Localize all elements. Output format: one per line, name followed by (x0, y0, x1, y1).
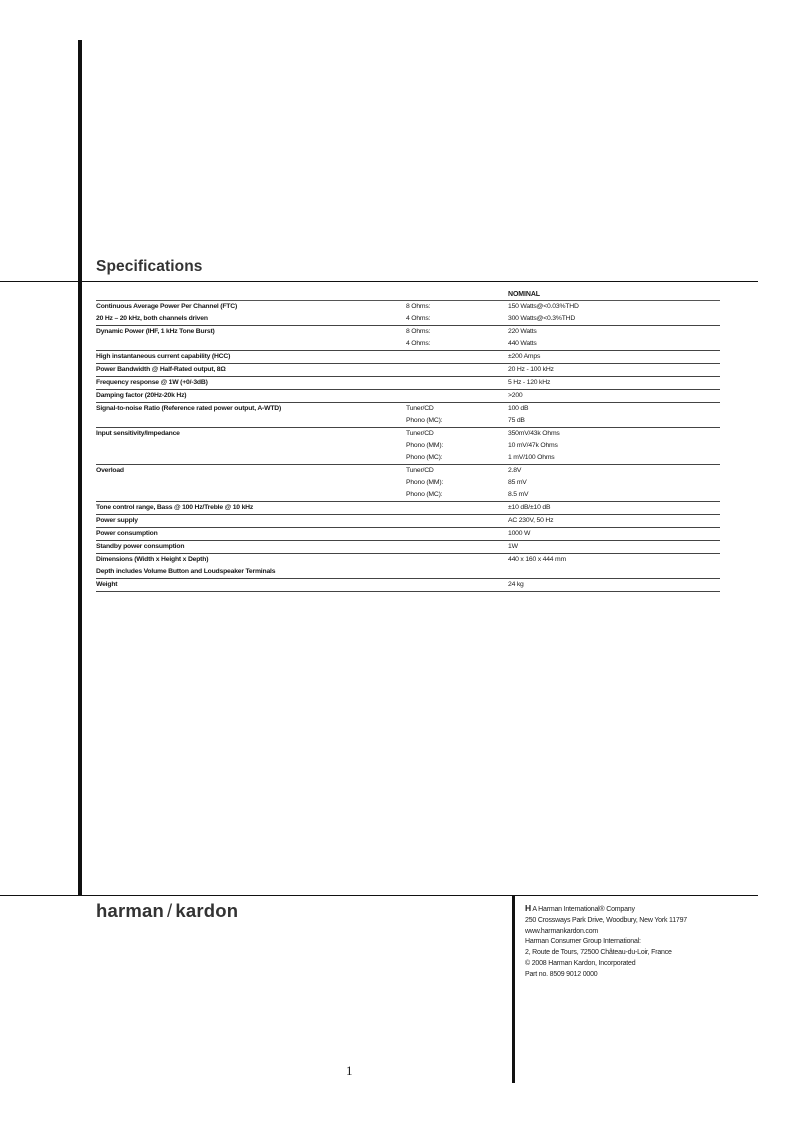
nominal-column-header: NOMINAL (508, 291, 540, 298)
spec-value: 100 dB (508, 405, 529, 412)
spec-group (96, 403, 720, 428)
spec-value: 2.8V (508, 467, 522, 474)
spec-row (96, 338, 720, 350)
spec-group (96, 326, 720, 351)
spec-value: 440 Watts (508, 340, 537, 347)
spec-row (96, 415, 720, 427)
company-group-address: 2, Route de Tours, 72500 Château-du-Loir, France (525, 949, 672, 957)
spec-value: 300 Watts@<0.3%THD (508, 315, 576, 322)
spec-row (96, 554, 720, 566)
spec-value: ±200 Amps (508, 353, 541, 360)
spec-label: Depth includes Volume Button and Loudspeaker Terminals (96, 568, 276, 575)
spec-label: Weight (96, 581, 118, 588)
spec-condition: Phono (MM): (406, 442, 444, 449)
brand-logo (96, 900, 238, 922)
spec-value: 24 kg (508, 581, 524, 588)
company-part-number: Part no. 8509 9012 0000 (525, 970, 598, 978)
spec-row (96, 515, 720, 527)
spec-condition: 8 Ohms: (406, 328, 431, 335)
spec-label: Power consumption (96, 530, 158, 537)
spec-group (96, 351, 720, 364)
company-address-line: 250 Crossways Park Drive, Woodbury, New York 11797 (525, 916, 687, 924)
left-vertical-bar (78, 40, 82, 895)
spec-row (96, 377, 720, 389)
spec-value: 5 Hz - 120 kHz (508, 379, 551, 386)
spec-condition: Tuner/CD (406, 405, 434, 412)
spec-value: 350mV/43k Ohms (508, 430, 560, 437)
company-website: www.harmankardon.com (525, 927, 599, 935)
spec-value: 75 dB (508, 417, 525, 424)
spec-group (96, 528, 720, 541)
spec-value: 10 mV/47k Ohms (508, 442, 558, 449)
company-group-name: Harman Consumer Group International: (525, 938, 641, 946)
footer-rule (0, 895, 758, 896)
company-tagline-line (525, 903, 687, 916)
harman-badge-icon: H (525, 903, 531, 913)
spec-group (96, 428, 720, 465)
page-number: 1 (346, 1063, 353, 1078)
spec-condition: Phono (MM): (406, 479, 444, 486)
spec-value: 1W (508, 543, 518, 550)
spec-label: Frequency response @ 1W (+0/-3dB) (96, 379, 208, 386)
header-rule (0, 281, 758, 282)
spec-row (96, 579, 720, 591)
spec-value: 1000 W (508, 530, 531, 537)
spec-row (96, 477, 720, 489)
spec-label: Damping factor (20Hz-20k Hz) (96, 392, 187, 399)
spec-group (96, 515, 720, 528)
spec-condition: 8 Ohms: (406, 303, 431, 310)
spec-row (96, 528, 720, 540)
spec-label: Dynamic Power (IHF, 1 kHz Tone Burst) (96, 328, 215, 335)
company-copyright: © 2008 Harman Kardon, Incorporated (525, 959, 636, 967)
page-title: Specifications (96, 258, 203, 275)
brand-logo-left: harman (96, 900, 165, 921)
footer-vertical-bar (512, 895, 515, 1083)
spec-row (96, 326, 720, 338)
spec-table (96, 290, 720, 592)
spec-label: Tone control range, Bass @ 100 Hz/Treble @ 10 kHz (96, 504, 254, 511)
spec-value: 440 x 160 x 444 mm (508, 556, 566, 563)
spec-value: AC 230V, 50 Hz (508, 517, 554, 524)
spec-label: Input sensitivity/Impedance (96, 430, 180, 437)
spec-group (96, 377, 720, 390)
spec-row (96, 502, 720, 514)
spec-row (96, 428, 720, 440)
spec-condition: Phono (MC): (406, 417, 443, 424)
spec-label: Dimensions (Width x Height x Depth) (96, 556, 209, 563)
spec-table-body (96, 301, 720, 592)
spec-row (96, 364, 720, 376)
spec-value: 8.5 mV (508, 491, 529, 498)
spec-value: 220 Watts (508, 328, 537, 335)
spec-label: Power Bandwidth @ Half-Rated output, 8Ω (96, 366, 226, 373)
brand-logo-right: kardon (175, 900, 239, 921)
spec-row (96, 489, 720, 501)
spec-group (96, 579, 720, 592)
spec-label: Power supply (96, 517, 138, 524)
spec-row (96, 541, 720, 553)
spec-group (96, 364, 720, 377)
spec-group (96, 465, 720, 502)
spec-label: High instantaneous current capability (HCC) (96, 353, 231, 360)
spec-group (96, 390, 720, 403)
spec-condition: Phono (MC): (406, 454, 443, 461)
spec-value: 20 Hz - 100 kHz (508, 366, 554, 373)
spec-label: Overload (96, 467, 124, 474)
spec-row (96, 440, 720, 452)
spec-row (96, 351, 720, 363)
brand-logo-slash: / (167, 900, 173, 921)
spec-row (96, 465, 720, 477)
spec-value: 1 mV/100 Ohms (508, 454, 555, 461)
spec-value: ±10 dB/±10 dB (508, 504, 551, 511)
spec-condition: Tuner/CD (406, 430, 434, 437)
spec-value: 85 mV (508, 479, 527, 486)
spec-label: Standby power consumption (96, 543, 185, 550)
spec-label: Signal-to-noise Ratio (Reference rated power output, A-WTD) (96, 405, 282, 412)
spec-condition: Phono (MC): (406, 491, 443, 498)
spec-row (96, 313, 720, 325)
spec-group (96, 502, 720, 515)
company-tagline: A Harman International® Company (532, 906, 635, 913)
spec-group (96, 301, 720, 326)
spec-row (96, 403, 720, 415)
spec-row (96, 390, 720, 402)
spec-condition: Tuner/CD (406, 467, 434, 474)
spec-table-header (96, 290, 720, 301)
spec-value: >200 (508, 392, 523, 399)
spec-label: 20 Hz – 20 kHz, both channels driven (96, 315, 208, 322)
spec-condition: 4 Ohms: (406, 340, 431, 347)
spec-label: Continuous Average Power Per Channel (FTC) (96, 303, 238, 310)
spec-value: 150 Watts@<0.03%THD (508, 303, 579, 310)
spec-row (96, 301, 720, 313)
company-info (525, 903, 687, 981)
spec-group (96, 554, 720, 579)
spec-row (96, 566, 720, 578)
spec-row (96, 452, 720, 464)
spec-condition: 4 Ohms: (406, 315, 431, 322)
spec-group (96, 541, 720, 554)
